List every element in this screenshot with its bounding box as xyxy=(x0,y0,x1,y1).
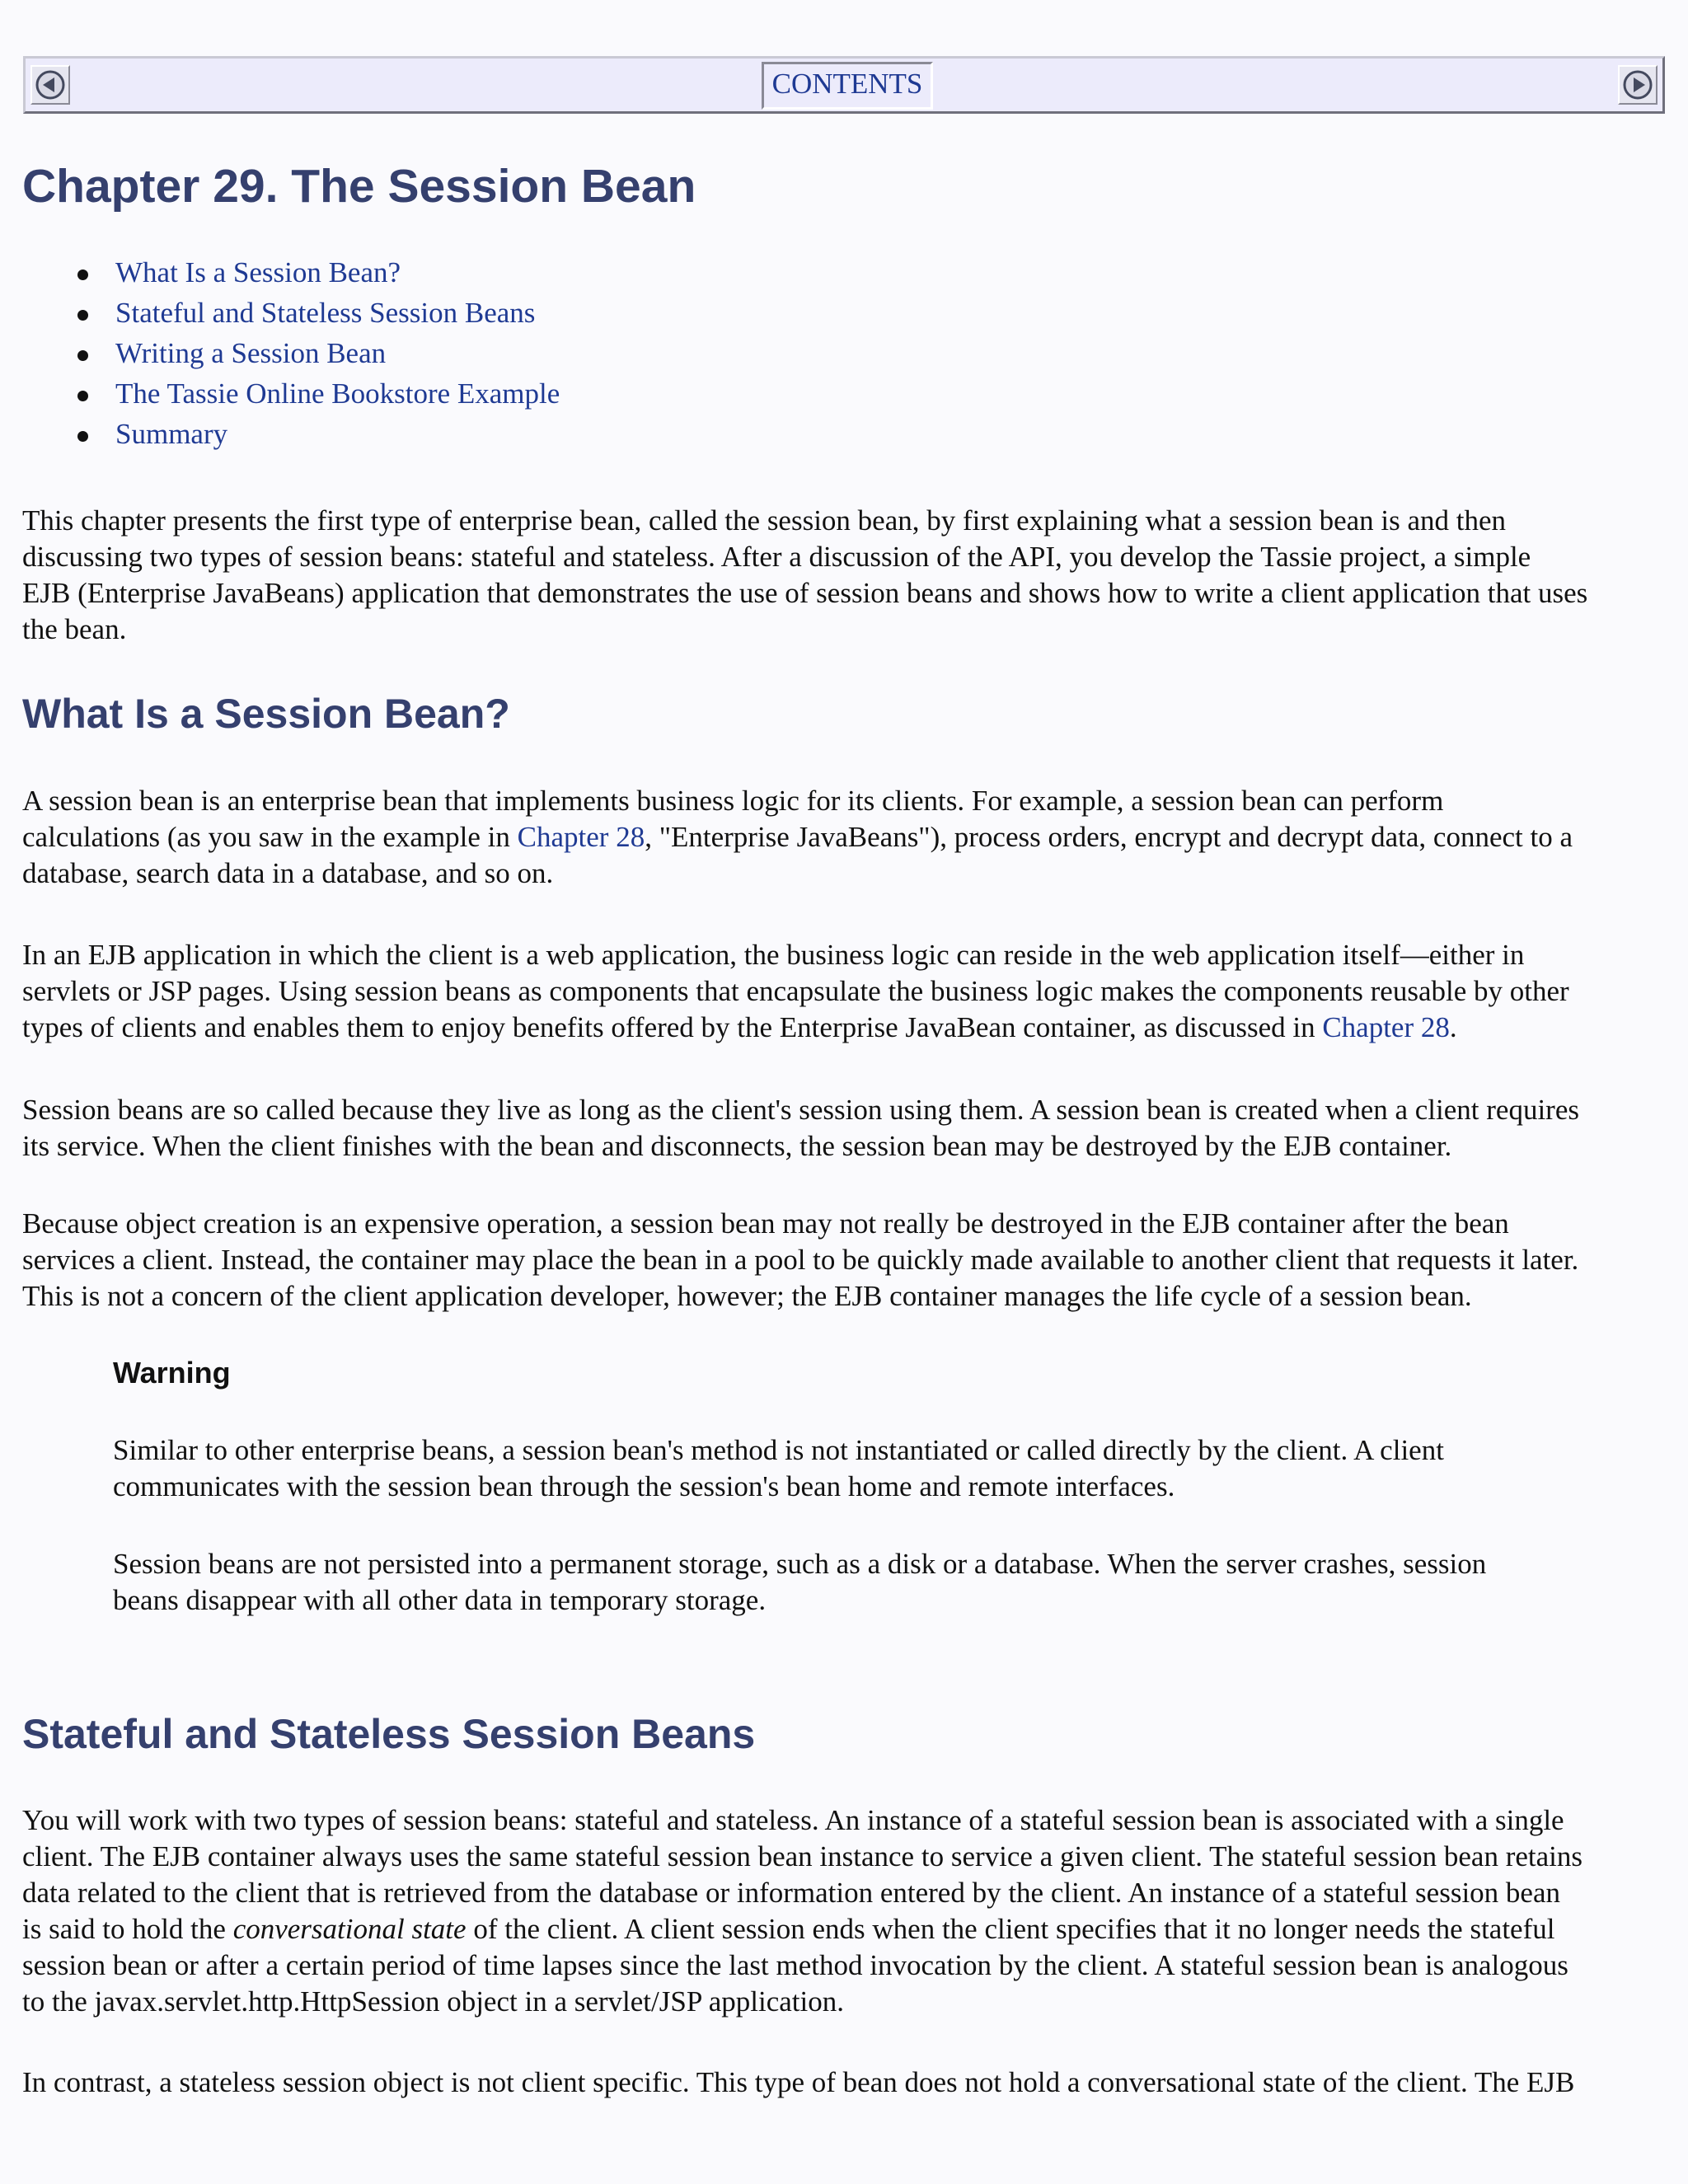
text-segment: is said to hold the xyxy=(22,1913,233,1945)
toc-link-what-is-session-bean[interactable]: What Is a Session Bean? xyxy=(115,256,401,288)
section2-paragraph-2 xyxy=(22,2064,1667,2101)
text-line: client. The EJB container always uses the same stateful session bean instance to service a given client. The stateful session bean retains xyxy=(22,1840,1582,1872)
chapter-28-link[interactable]: Chapter 28 xyxy=(1322,1011,1450,1043)
bullet xyxy=(77,350,88,361)
text-segment: . xyxy=(1449,1011,1457,1043)
previous-arrow-icon xyxy=(32,67,68,103)
next-arrow-icon xyxy=(1620,67,1656,103)
emphasis-term: conversational state xyxy=(232,1913,467,1945)
section1-paragraph-1 xyxy=(22,783,1667,892)
text-line: In an EJB application in which the client is a web application, the business logic can reside in the web application itself—either in xyxy=(22,939,1525,971)
toc-link-writing-session-bean[interactable]: Writing a Session Bean xyxy=(115,337,387,369)
contents-link[interactable]: CONTENTS xyxy=(762,62,933,110)
text-line: Because object creation is an expensive operation, a session bean may not really be destroyed in the EJB container after the bean xyxy=(22,1207,1509,1240)
navigation-bar xyxy=(23,56,1665,114)
text-line: data related to the client that is retrieved from the database or information entered by the client. An instance of a stateful session bean xyxy=(22,1877,1560,1909)
toc-link-summary[interactable]: Summary xyxy=(115,418,228,450)
text-line: This chapter presents the first type of enterprise bean, called the session bean, by first explaining what a session bean is and then xyxy=(22,504,1507,537)
text-line: servlets or JSP pages. Using session beans as components that encapsulate the business logic makes the components reusable by other xyxy=(22,975,1569,1007)
text-line xyxy=(22,1911,1667,1947)
section1-paragraph-3 xyxy=(22,1092,1667,1165)
text-line: A session bean is an enterprise bean that implements business logic for its clients. For example, a session bean can perform xyxy=(22,785,1444,817)
text-segment: of the client. A client session ends when the client specifies that it no longer needs the stateful xyxy=(466,1913,1555,1945)
text-segment: , "Enterprise JavaBeans"), process orders, encrypt and decrypt data, connect to a xyxy=(645,821,1573,853)
intro-paragraph xyxy=(22,503,1667,648)
section1-paragraph-4 xyxy=(22,1206,1667,1315)
toc-link-tassie-example[interactable]: The Tassie Online Bookstore Example xyxy=(115,377,560,410)
text-line xyxy=(22,819,1667,855)
text-line: You will work with two types of session beans: stateful and stateless. An instance of a stateful session bean is associated with a single xyxy=(22,1804,1564,1836)
chapter-title: Chapter 29. The Session Bean xyxy=(22,160,696,213)
text-line: to the javax.servlet.http.HttpSession object in a servlet/JSP application. xyxy=(22,1985,845,2018)
previous-page-button[interactable] xyxy=(30,65,70,105)
text-line: This is not a concern of the client application developer, however; the EJB container manages the life cycle of a session bean. xyxy=(22,1280,1472,1312)
text-line: discussing two types of session beans: stateful and stateless. After a discussion of the API, you develop the Tassie project, a simple xyxy=(22,541,1531,573)
text-line: communicates with the session bean through the session's bean home and remote interfaces. xyxy=(113,1470,1175,1502)
section-heading-stateful-stateless: Stateful and Stateless Session Beans xyxy=(22,1711,756,1757)
text-line: Session beans are so called because they live as long as the client's session using them. A session bean is created when a client requires xyxy=(22,1094,1579,1126)
text-line: In contrast, a stateless session object is not client specific. This type of bean does not hold a conversational state of the client. The EJB xyxy=(22,2066,1575,2098)
bullet xyxy=(77,431,88,442)
text-line: services a client. Instead, the container may place the bean in a pool to be quickly made available to another client that requests it later. xyxy=(22,1244,1579,1276)
bullet xyxy=(77,269,88,280)
text-line: Session beans are not persisted into a permanent storage, such as a disk or a database. When the server crashes, session xyxy=(113,1548,1487,1580)
section1-paragraph-2 xyxy=(22,937,1667,1046)
text-line: its service. When the client finishes with the bean and disconnects, the session bean may be destroyed by the EJB container. xyxy=(22,1130,1452,1162)
next-page-button[interactable] xyxy=(1618,65,1658,105)
bullet xyxy=(77,391,88,401)
toc-link-stateful-stateless[interactable]: Stateful and Stateless Session Beans xyxy=(115,297,536,329)
section-heading-what-is-session-bean: What Is a Session Bean? xyxy=(22,691,510,737)
text-line: EJB (Enterprise JavaBeans) application that demonstrates the use of session beans and shows how to write a client application that uses xyxy=(22,577,1588,609)
text-line: the bean. xyxy=(22,613,127,645)
warning-paragraph-2 xyxy=(113,1546,1662,1619)
warning-paragraph-1 xyxy=(113,1432,1662,1505)
text-line: Similar to other enterprise beans, a session bean's method is not instantiated or called directly by the client. A client xyxy=(113,1434,1444,1466)
warning-title: Warning xyxy=(113,1356,231,1390)
text-segment: types of clients and enables them to enjoy benefits offered by the Enterprise JavaBean container, as discussed in xyxy=(22,1011,1323,1043)
text-line: session bean or after a certain period of time lapses since the last method invocation by the client. A stateful session bean is analogous xyxy=(22,1949,1568,1981)
text-line: database, search data in a database, and so on. xyxy=(22,857,554,889)
text-line xyxy=(22,1010,1667,1046)
bullet xyxy=(77,310,88,321)
section2-paragraph-1 xyxy=(22,1802,1667,2020)
chapter-28-link[interactable]: Chapter 28 xyxy=(517,821,645,853)
text-line: beans disappear with all other data in temporary storage. xyxy=(113,1584,767,1616)
text-segment: calculations (as you saw in the example in xyxy=(22,821,518,853)
